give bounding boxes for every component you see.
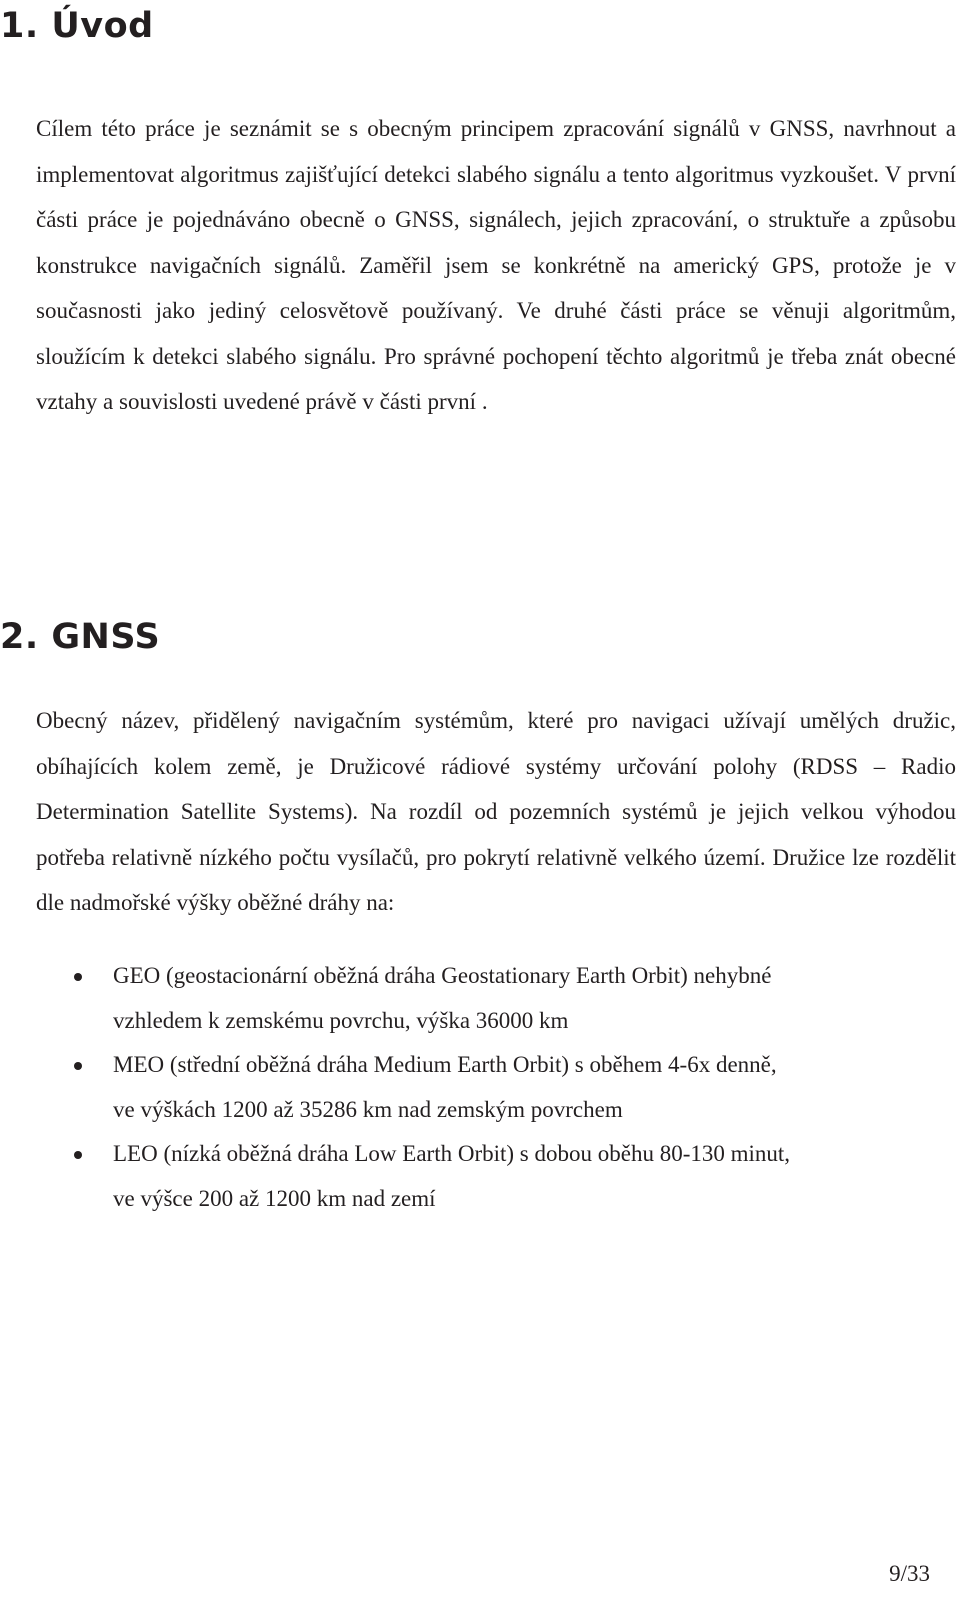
section-heading-gnss: 2. GNSS [0, 617, 161, 657]
section-heading-uvod: 1. Úvod [0, 6, 154, 46]
page-number: 9/33 [889, 1561, 930, 1586]
paragraph-uvod: Cílem této práce je seznámit se s obecným principem zpracování signálů v GNSS, navrhnout a implementovat algoritmus zajišťující detekci slabého signálu a tento algoritmus vyzkoušet. V první části práce je pojednáváno obecně o GNSS, signálech, jejich zpracování, o struktuře a způsobu konstrukce navigačních signálů. Zaměřil jsem se konkrétně na americký GPS, protože je v současnosti jako jediný celosvětově používaný. Ve druhé části práce se věnuji algoritmům, sloužícím k detekci slabého signálu. Pro správné pochopení těchto algoritmů je třeba znát obecné vztahy a souvislosti uvedené právě v části první . [36, 116, 956, 414]
bullet-icon [74, 1151, 82, 1159]
orbit-type-list [0, 954, 960, 1221]
list-item-line: ve výšce 200 až 1200 km nad zemí [113, 1185, 436, 1211]
list-item-meo [0, 1043, 960, 1132]
list-item-line: GEO (geostacionární oběžná dráha Geostationary Earth Orbit) nehybné [113, 963, 772, 988]
list-item-leo [0, 1132, 960, 1221]
list-item-line: LEO (nízká oběžná dráha Low Earth Orbit) s dobou oběhu 80-130 minut, [113, 1141, 791, 1166]
list-item-line: vzhledem k zemskému povrchu, výška 36000 km [113, 1007, 569, 1033]
paragraph-gnss: Obecný název, přidělený navigačním systémům, které pro navigaci užívají umělých družic, obíhajících kolem země, je Družicové rádiové systémy určování polohy (RDSS – Radio Determination Satellite Systems). Na rozdíl od pozemních systémů je jejich velkou výhodou potřeba relativně nízkého počtu vysílačů, pro pokrytí relativně velkého území. Družice lze rozdělit dle nadmořské výšky oběžné dráhy na: [36, 708, 956, 915]
bullet-icon [74, 973, 82, 981]
bullet-icon [74, 1062, 82, 1070]
list-item-line: ve výškách 1200 až 35286 km nad zemským povrchem [113, 1096, 623, 1122]
list-item-geo [0, 954, 960, 1043]
list-item-line: MEO (střední oběžná dráha Medium Earth Orbit) s oběhem 4-6x denně, [113, 1052, 777, 1077]
